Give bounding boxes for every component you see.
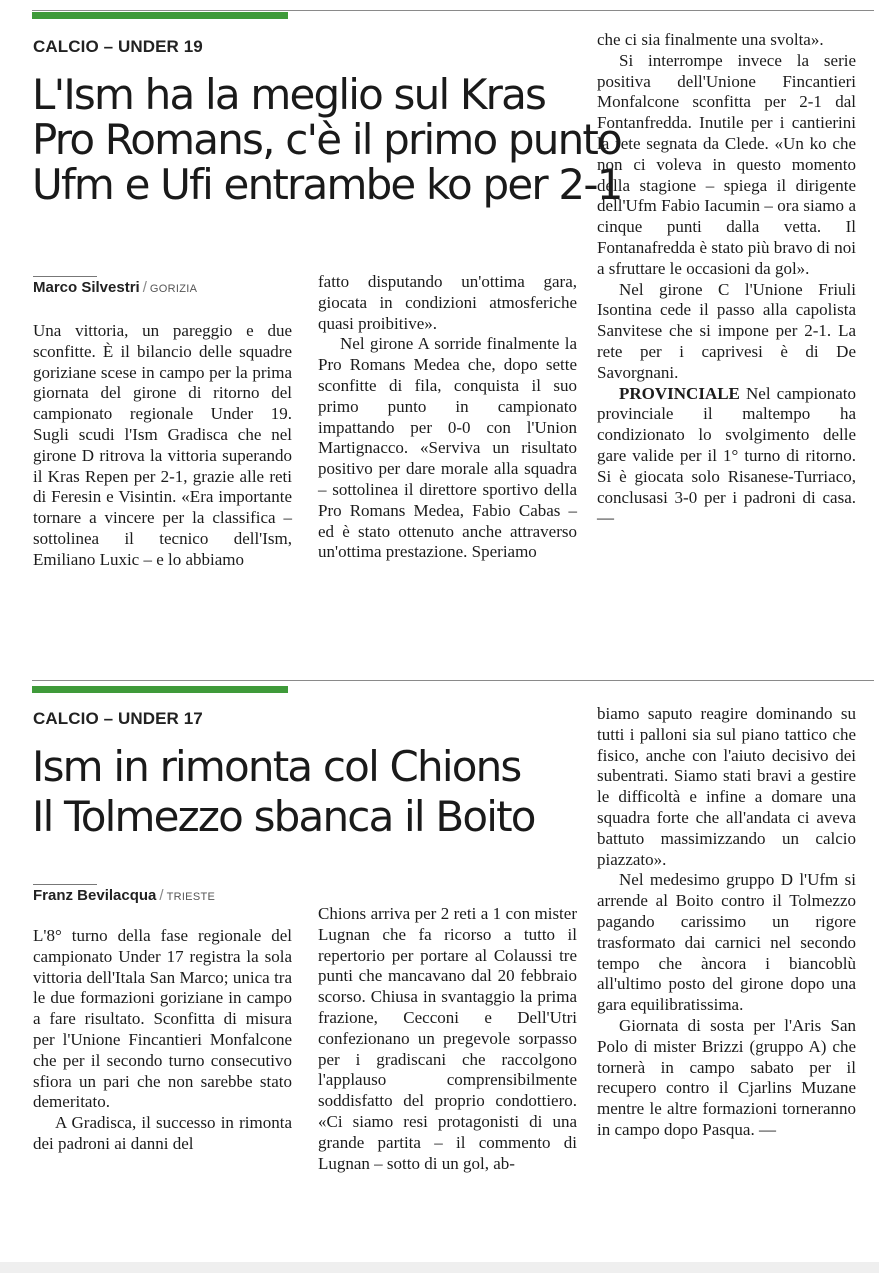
kicker: CALCIO – UNDER 19 [33,37,203,56]
paragraph-text: Nel campionato provinciale il maltempo ha condizionato lo svolgimento delle gare valide per il 1° turno di ritorno. Si è giocata solo Risanese-Turriaco, conclusasi 3-0 per i padroni di casa. — [597,383,856,528]
text-column-3 [597,704,856,1141]
byline [33,276,288,296]
headline [32,742,582,842]
headline-line: Pro Romans, c'è il primo punto [32,115,621,164]
text-column-2 [318,272,577,563]
dateline-location: TRIESTE [166,891,216,903]
author-name: Marco Silvestri [33,279,140,296]
headline-line: Ufm e Ufi entrambe ko per 2-1 [32,160,622,209]
paragraph: Chions arriva per 2 reti a 1 con mister Lugnan che fa ricorso a tutto il repertorio per portare al Colaussi tre punti che mancavano dal 20 febbraio scorso. Chiusa in svantaggio la prima frazione, Cecconi e Dell'Utri confezionano un pregevole sorpasso per i gradiscani che raccolgono l'applauso comprensibilmente soddisfatto del proprio condottiero. «Ci siamo resi protagonisti di una grande partita – il commento di Lugnan – sotto di un gol, ab- [318,904,577,1173]
byline-rule [33,884,97,885]
byline-rule [33,276,97,277]
text-column-3 [597,30,856,529]
paragraph [597,384,856,530]
headline-line: Il Tolmezzo sbanca il Boito [32,792,535,841]
byline-separator: / [142,279,147,296]
paragraph: Nel girone A sorride finalmente la Pro Romans Medea che, dopo sette sconfitte di fila, conquista il suo primo punto in campionato impattando per 0-0 con l'Union Martignacco. «Serviva un risultato positivo per dare morale alla squadra – sottolinea il direttore sportivo della Pro Romans Medea, Fabio Cabas – ed è stato ottenuto anche attraverso un'ottima prestazione. Speriamo [318,334,577,562]
text-column-2 [318,904,577,1174]
paragraph: L'8° turno della fase regionale del campionato Under 17 registra la sola vittoria dell'Itala San Marco; unica tra le due formazioni goriziane in campo a fare risultato. Sconfitta di misura per l'Unione Fincantieri Monfalcone che per il secondo turno consecutivo sfiora un pari che non sarebbe stato demeritato. [33,926,292,1112]
headline-line: Ism in rimonta col Chions [32,742,521,791]
paragraph: fatto disputando un'ottima gara, giocata in condizioni atmosferiche quasi proibitive». [318,272,577,333]
section-lead: PROVINCIALE [619,383,740,403]
paragraph: A Gradisca, il successo in rimonta dei padroni ai danni del [33,1113,292,1153]
byline-separator: / [159,887,164,904]
headline [32,70,622,209]
kicker: CALCIO – UNDER 17 [33,709,203,728]
paragraph: Giornata di sosta per l'Aris San Polo di mister Brizzi (gruppo A) che tornerà in campo sabato per il recupero contro il Cjarlins Muzane mentre le altre formazioni torneranno in campo dopo Pasqua. — [597,1015,856,1139]
section-accent-bar [32,12,288,19]
text-column-1 [33,926,292,1155]
paragraph: Una vittoria, un pareggio e due sconfitte. È il bilancio delle squadre goriziane scese in campo per la prima giornata del girone di ritorno del campionato regionale Under 19. Sugli scudi l'Ism Gradisca che nel girone D ritrova la vittoria superando il Kras Repen per 2-1, grazie alle reti di Feresin e Visintin. «Era importante tornare a vincere per la classifica – sottolinea il tecnico dell'Ism, Emiliano Luxic – e lo abbiamo [33,321,292,569]
section-accent-bar [32,686,288,693]
section-divider [32,10,874,11]
dateline-location: GORIZIA [149,283,198,295]
page-footer-band [0,1262,879,1273]
paragraph: biamo saputo reagire dominando su tutti i palloni sia sul piano tattico che fisico, anche con l'aiuto decisivo dei subentrati. Siamo stati bravi a gestire le difficoltà e infine a domare una squadra forte che all'andata ci aveva battuto massimizzando un calcio piazzato». [597,704,856,869]
paragraph: Nel girone C l'Unione Friuli Isontina cede il passo alla capolista Sanvitese che si impone per 2-1. La rete per i caprivesi è di De Savorgnani. [597,279,856,382]
headline-line: L'Ism ha la meglio sul Kras [32,70,546,119]
article-under17 [0,680,879,1273]
byline [33,884,288,904]
paragraph: che ci sia finalmente una svolta». [597,30,824,49]
paragraph: Nel medesimo gruppo D l'Ufm si arrende al Boito contro il Tolmezzo pagando carissimo un rigore trasformato dai carnici nel secondo tempo che àncora i biancoblù all'ultimo posto del girone dopo una gara equilibratissima. [597,870,856,1015]
text-column-1 [33,321,292,571]
author-name: Franz Bevilacqua [33,887,157,904]
paragraph: Si interrompe invece la serie positiva dell'Unione Fincantieri Monfalcone sconfitta per 2-1 dal Fontanfredda. Inutile per i cantierini la rete segnata da Clede. «Un ko che non ci voleva in questo momento della stagione – spiega il dirigente dell'Ufm Fabio Iacumin – ora siamo a cinque punti dalla vetta. Il Fontanafredda è stato più bravo di noi a sfruttare le occasioni da gol». [597,50,856,278]
section-divider [32,680,874,681]
